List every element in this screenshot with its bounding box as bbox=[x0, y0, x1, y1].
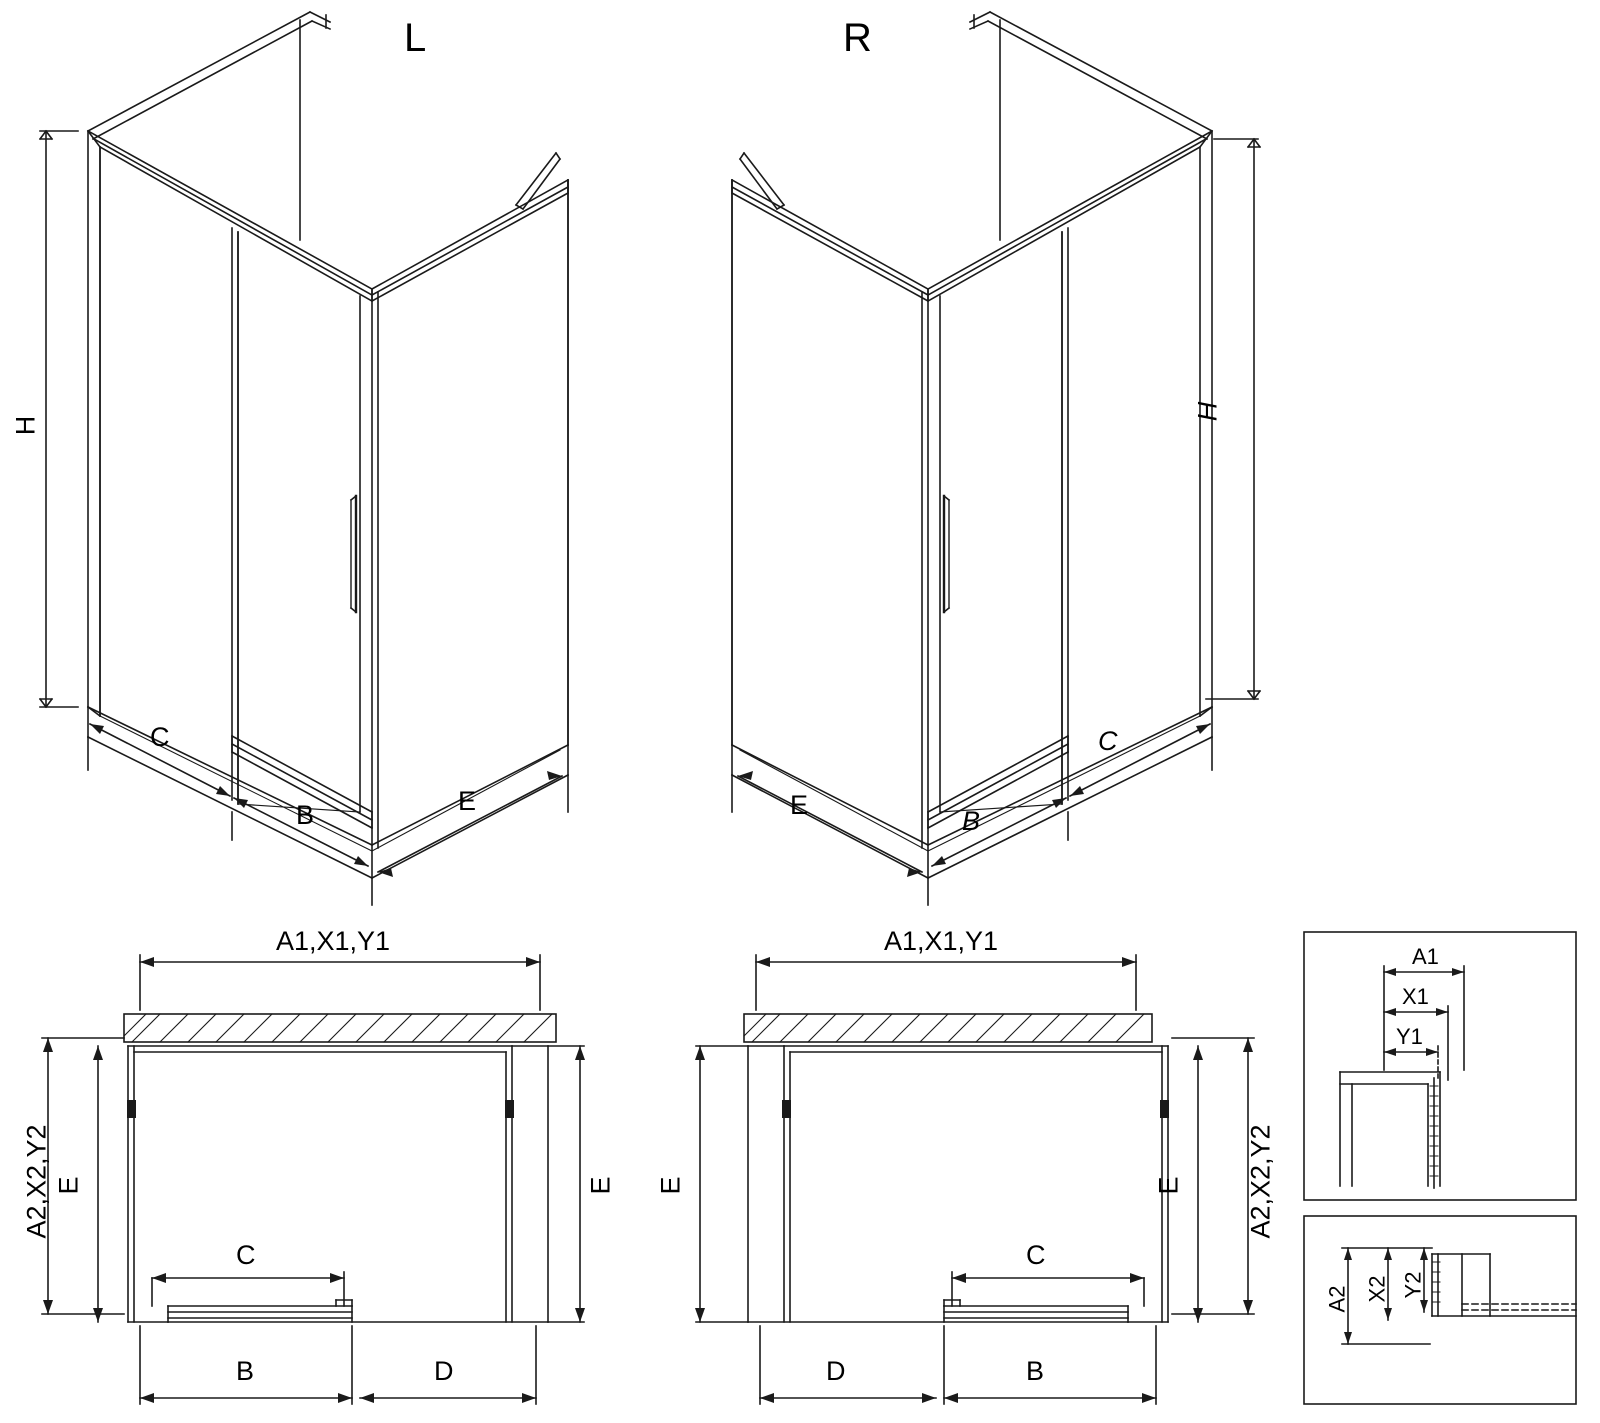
plan-left-bottom-dim-b: B bbox=[236, 1356, 255, 1386]
plan-right-outer-dim: A2,X2,Y2 bbox=[1245, 1124, 1276, 1239]
plan-left bbox=[124, 1014, 556, 1322]
iso-left-height-dimension bbox=[40, 131, 78, 707]
iso-right-dim-c: C bbox=[1098, 726, 1118, 756]
iso-left-dim-b: B bbox=[296, 800, 315, 830]
plan-right-left-dim-e: E bbox=[655, 1176, 686, 1195]
detail-top-box bbox=[1304, 932, 1576, 1200]
iso-right-dim-e: E bbox=[790, 790, 809, 820]
plan-right-mid-dim-c: C bbox=[1026, 1240, 1046, 1270]
detail-top-dim-y1: Y1 bbox=[1396, 1024, 1423, 1049]
detail-bottom-dim-x2: X2 bbox=[1364, 1275, 1390, 1303]
plan-left-mid-dim-c: C bbox=[236, 1240, 256, 1270]
plan-left-outer-dim: A2,X2,Y2 bbox=[21, 1124, 52, 1239]
iso-right-height-label: H bbox=[1192, 401, 1223, 422]
plan-right bbox=[744, 1014, 1169, 1322]
plan-right-bottom-dim-b: B bbox=[1026, 1356, 1045, 1386]
detail-top-dim-x1: X1 bbox=[1402, 984, 1429, 1009]
label-left-variant: L bbox=[404, 16, 427, 60]
plan-right-inner-dim-e: E bbox=[1153, 1176, 1184, 1195]
detail-bottom-dim-a2: A2 bbox=[1324, 1285, 1350, 1313]
iso-left-height-label: H bbox=[10, 415, 41, 436]
plan-left-top-dim: A1,X1,Y1 bbox=[276, 926, 391, 956]
iso-right-dim-b: B bbox=[962, 806, 981, 836]
iso-left-dim-c: C bbox=[150, 722, 170, 752]
plan-left-inner-dim-e: E bbox=[53, 1176, 84, 1195]
detail-top-dim-a1: A1 bbox=[1412, 944, 1439, 969]
plan-right-bottom-dim-d: D bbox=[826, 1356, 846, 1386]
iso-right-enclosure bbox=[732, 12, 1212, 878]
plan-left-bottom-dim-d: D bbox=[434, 1356, 454, 1386]
detail-bottom-dim-y2: Y2 bbox=[1400, 1271, 1426, 1299]
label-right-variant: R bbox=[843, 16, 872, 60]
plan-right-top-dim: A1,X1,Y1 bbox=[884, 926, 999, 956]
plan-left-right-dim-e: E bbox=[585, 1176, 616, 1195]
iso-left-dim-e: E bbox=[458, 786, 477, 816]
